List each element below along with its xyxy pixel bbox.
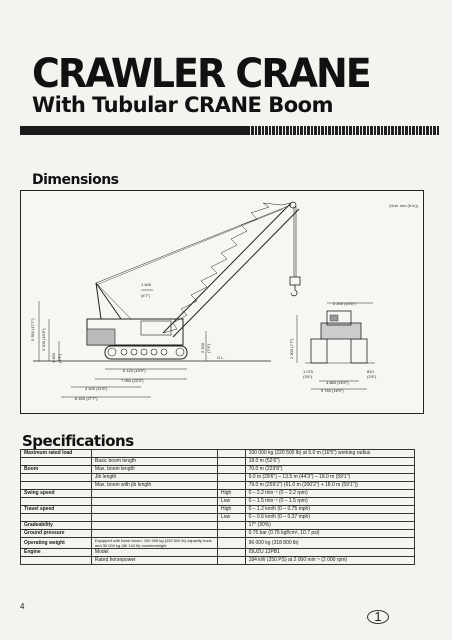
dim-ground-clear-ft: (7'6") (206, 343, 211, 353)
dimensions-diagram (20, 190, 424, 414)
spec-item-cell (91, 498, 217, 506)
specifications-table (20, 449, 415, 565)
spec-item-cell: Model (91, 549, 217, 557)
table-row (21, 498, 415, 506)
crane-drawing (21, 191, 423, 413)
table-row (21, 482, 415, 490)
spec-sub-cell (217, 474, 245, 482)
spec-item-cell (91, 506, 217, 514)
spec-value-cell: 100 000 kg (220 500 lb) at 5.0 m (16'5") working radius (245, 450, 414, 458)
spec-value-cell: 0 – 0.6 km/h (0 – 0.37 mph) (245, 514, 414, 522)
unit-note: (Unit: mm (ft in)) (389, 203, 418, 208)
spec-cat-cell (21, 514, 92, 522)
dimensions-heading: Dimensions (32, 172, 119, 188)
table-row (21, 458, 415, 466)
spec-item-cell (91, 530, 217, 538)
dim-height-mid: 3 200 (10'6") (41, 328, 46, 351)
spec-sub-cell (217, 530, 245, 538)
spec-value-cell: 0.75 bar (0.76 kgf/cm², 10.7 psi) (245, 530, 414, 538)
spec-item-cell (91, 490, 217, 498)
spec-cat-cell: Ground pressure (21, 530, 92, 538)
dim-overall-length: 8 400 (27'7") (75, 396, 98, 401)
spec-item-cell: Rated horsepower (91, 557, 217, 565)
table-row (21, 450, 415, 458)
spec-item-cell: Basic boom length (91, 458, 217, 466)
table-row (21, 466, 415, 474)
table-row (21, 522, 415, 530)
spec-cat-cell (21, 482, 92, 490)
spec-value-cell: 0 – 1.5 min⁻¹ (0 – 1.5 rpm) (245, 498, 414, 506)
spec-item-cell: Max. boom with jib length (91, 482, 217, 490)
table-row (21, 474, 415, 482)
spec-cat-cell: Gradeability (21, 522, 92, 530)
spec-value-cell: 70.0 m (229'8") (245, 466, 414, 474)
spec-cat-cell: Swing speed (21, 490, 92, 498)
table-row (21, 557, 415, 565)
table-row (21, 549, 415, 557)
spec-value-cell: 184 kW (250 PS) at 2 000 min⁻¹ (2 000 rpm) (245, 557, 414, 565)
dim-overall-width: 5 760 (18'9") (321, 388, 344, 393)
dim-height-low: 1 450 (51, 352, 56, 363)
spec-sub-cell (217, 538, 245, 549)
spec-sub-cell: High (217, 490, 245, 498)
spec-sub-cell (217, 549, 245, 557)
page-mark: 4 (20, 602, 25, 611)
page-title: CRAWLER CRANE (32, 50, 370, 97)
spec-cat-cell: Engine (21, 549, 92, 557)
dim-shoe-width: 1 070 (303, 369, 314, 374)
dim-ground-clear: 2 300 (200, 342, 205, 353)
spec-sub-cell (217, 482, 245, 490)
spec-value-cell: ISUZU 12PB1 (245, 549, 414, 557)
spec-value-cell: 18.0 m (52'6") (245, 458, 414, 466)
spec-value-cell: 79.0 m (259'2") (61.0 m (200'2") + 18.0 m (59'1")) (245, 482, 414, 490)
table-row (21, 490, 415, 498)
dim-boom-foot-ft: (4'7") (141, 293, 151, 298)
spec-value-cell: 9.0 m (29'6") – 13.5 m (44'3") – 18.0 m (59'1") (245, 474, 414, 482)
dim-track-gauge: 4 880 (16'0") (326, 380, 349, 385)
spec-item-cell: Equipped with basic boom, 100 000 kg (220 500 lb) capacity hook and 30 000 kg (66 140 lb) counterweight (91, 538, 217, 549)
dim-shoe-right: 810 (367, 369, 374, 374)
spec-sub-cell (217, 557, 245, 565)
spec-item-cell: Jib length (91, 474, 217, 482)
spec-cat-cell (21, 557, 92, 565)
spec-sub-cell: Low (217, 514, 245, 522)
spec-sub-cell (217, 450, 245, 458)
spec-cat-cell: Boom (21, 466, 92, 474)
spec-value-cell: 96 000 kg (318 800 lb) (245, 538, 414, 549)
spec-sub-cell (217, 458, 245, 466)
dim-rear-height: 3 200 (10'6") (333, 301, 356, 306)
spec-sub-cell: High (217, 506, 245, 514)
spec-cat-cell: Operating weight (21, 538, 92, 549)
spec-sub-cell (217, 522, 245, 530)
table-row (21, 538, 415, 549)
spec-item-cell (91, 514, 217, 522)
dim-gl: G.L. (217, 355, 225, 360)
specifications-heading: Specifications (22, 432, 134, 450)
dim-height-low-ft: (4'9") (57, 353, 62, 363)
dim-track-1: 6 120 (19'9") (123, 368, 146, 373)
table-row (21, 530, 415, 538)
spec-cat-cell (21, 498, 92, 506)
page-number-badge: 1 (367, 610, 389, 624)
table-row (21, 506, 415, 514)
page-subtitle: With Tubular CRANE Boom (32, 93, 333, 117)
dim-height-total: 5 350 (17'7") (30, 318, 35, 341)
spec-value-cell: 0 – 1.2 km/h (0 – 0.75 mph) (245, 506, 414, 514)
spec-item-cell: Max. boom length (91, 466, 217, 474)
spec-value-cell: 17° (30%) (245, 522, 414, 530)
spec-sub-cell: Low (217, 498, 245, 506)
table-row (21, 514, 415, 522)
spec-sub-cell (217, 466, 245, 474)
spec-cat-cell: Maximum rated load (21, 450, 92, 458)
spec-value-cell: 0 – 2.2 min⁻¹ (0 – 2.2 rpm) (245, 490, 414, 498)
dim-boom-foot: 1 400 (141, 282, 152, 287)
spec-cat-cell (21, 458, 92, 466)
header-stripe-solid (20, 126, 250, 135)
dim-shoe-width-ft: (3'6") (303, 374, 313, 379)
spec-item-cell (91, 450, 217, 458)
dim-shoe-right-ft: (2'8") (367, 374, 377, 379)
spec-item-cell (91, 522, 217, 530)
spec-cat-cell (21, 474, 92, 482)
dim-cab-height: 2 300 (7'7") (289, 338, 294, 359)
dim-tail-radius: 3 400 (11'8") (85, 386, 108, 391)
spec-cat-cell: Travel speed (21, 506, 92, 514)
dim-track-2: 7 050 (23'3") (121, 378, 144, 383)
